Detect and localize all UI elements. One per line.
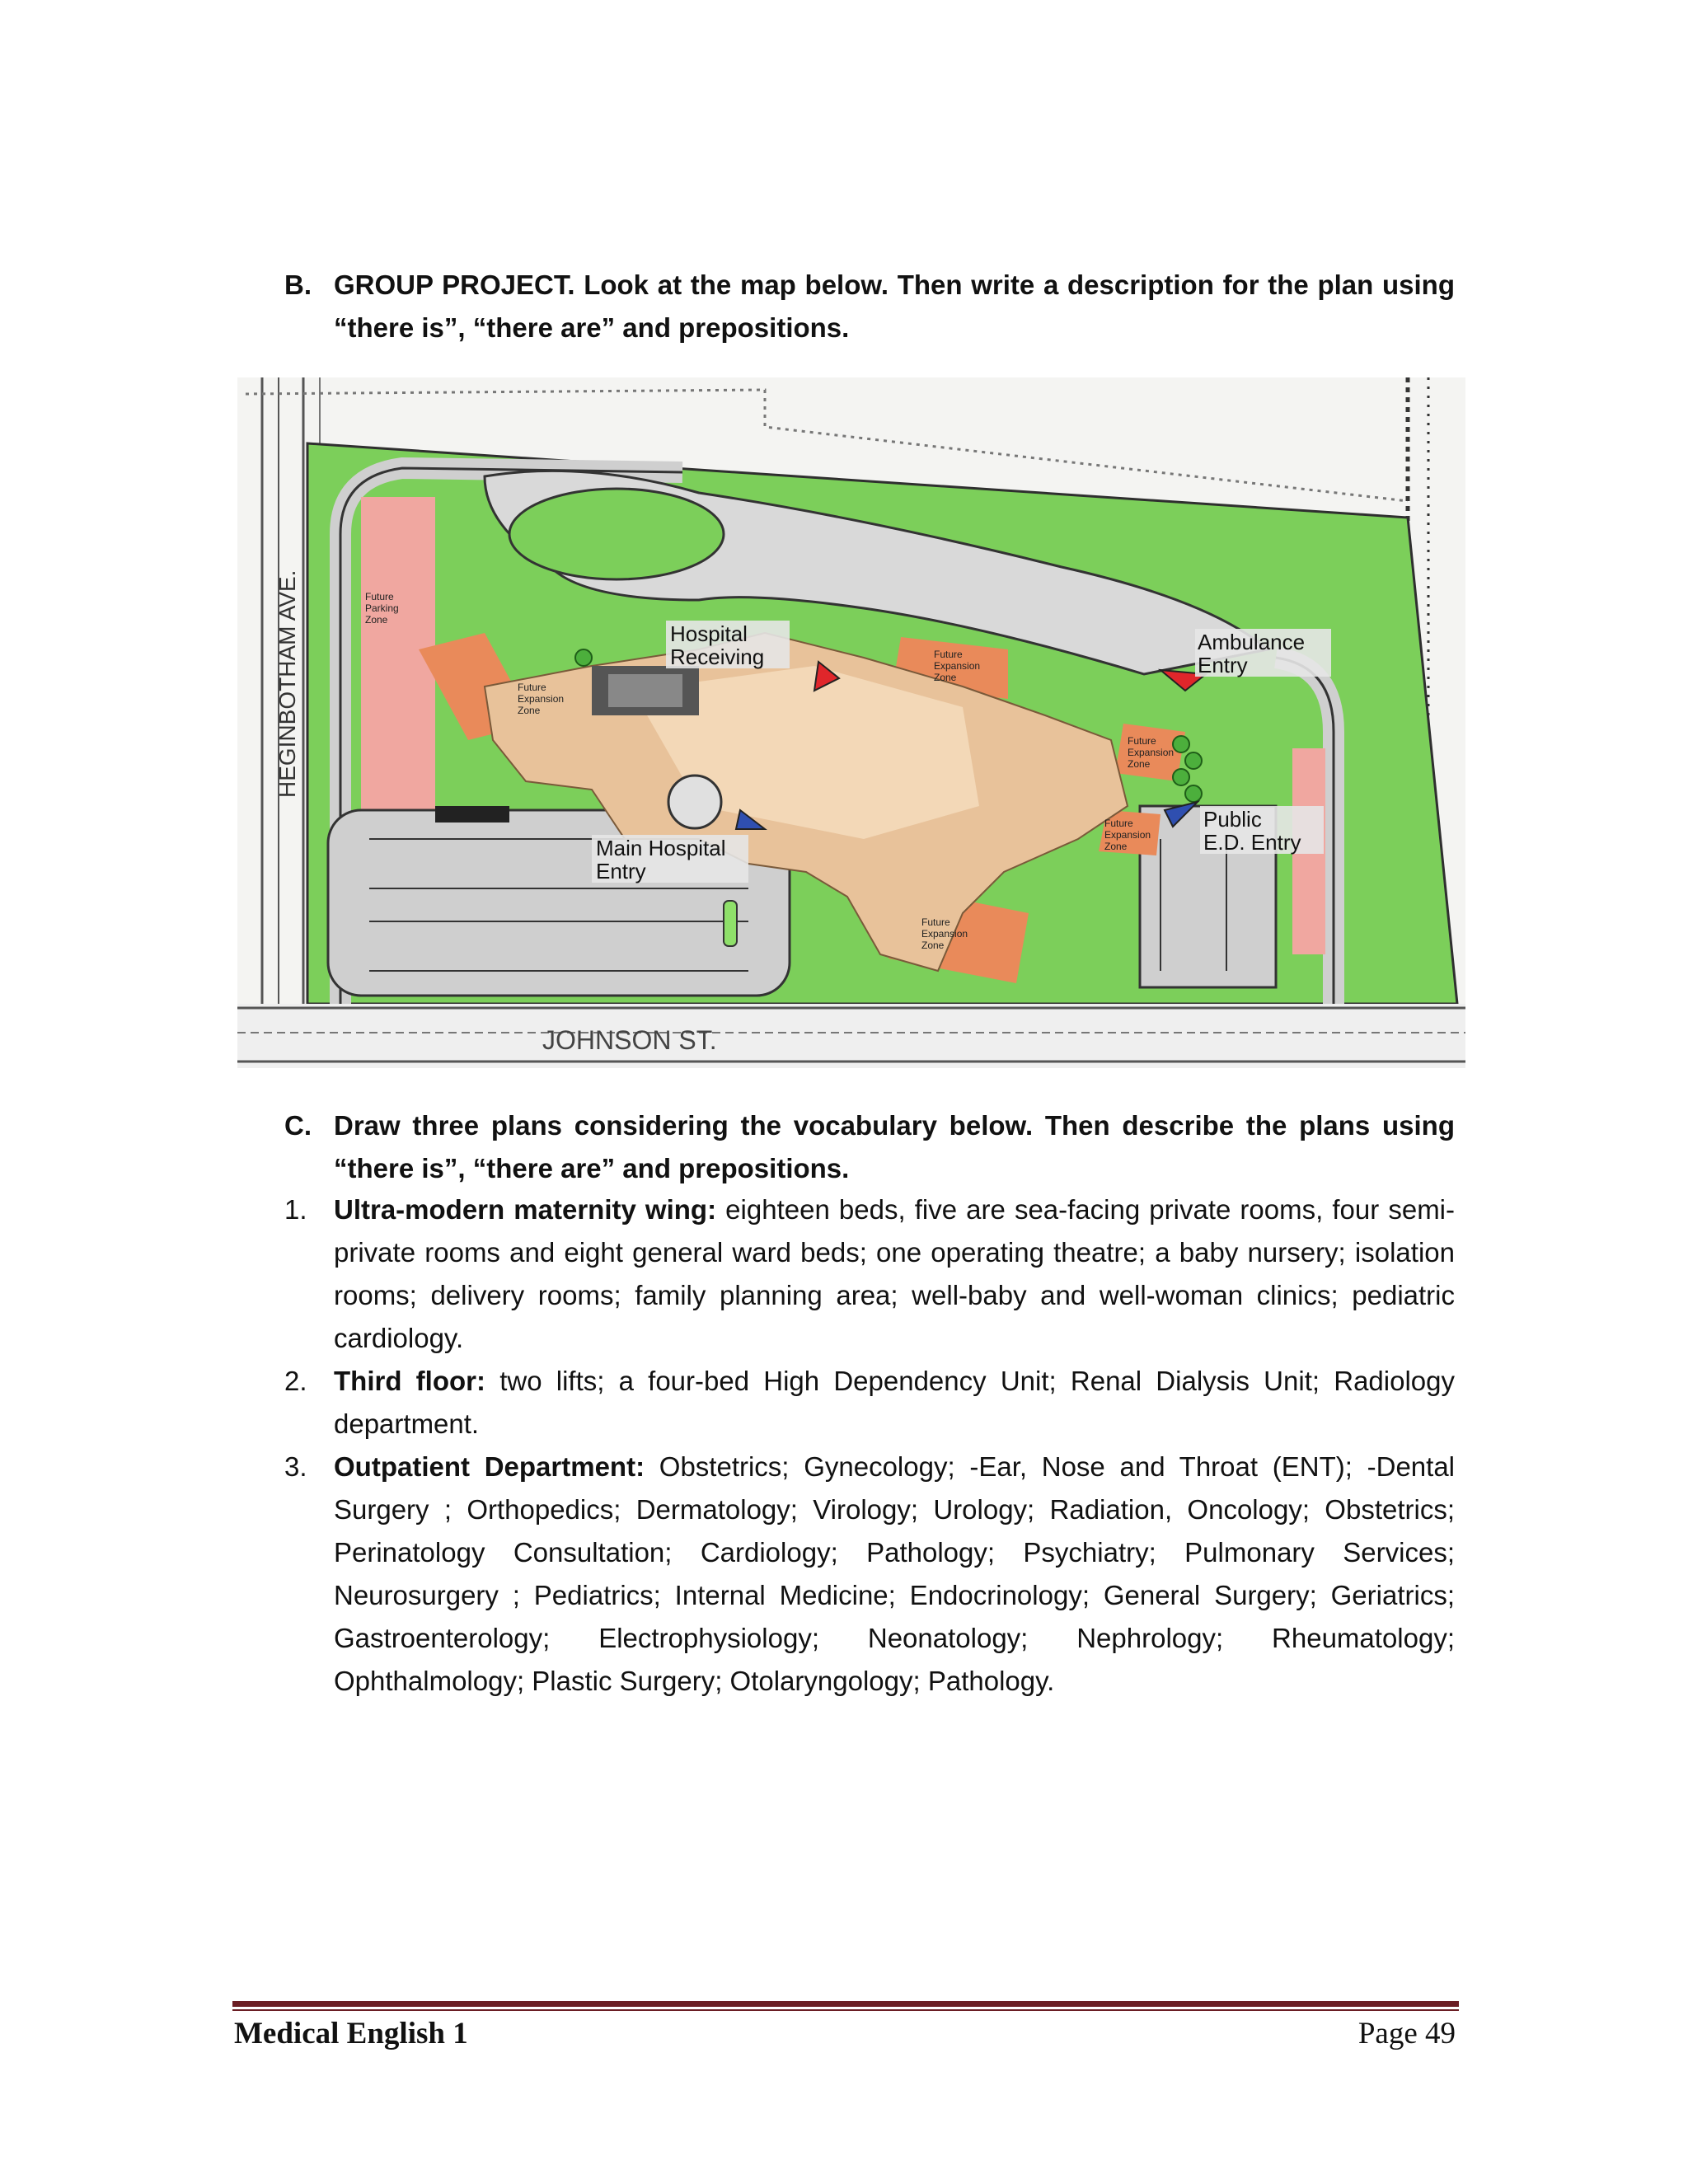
list-item-number: 2.: [284, 1366, 307, 1396]
street-label-johnson: JOHNSON ST.: [542, 1025, 717, 1055]
list-item-number: 3.: [284, 1451, 307, 1482]
expansion-zone-1-label-1: Future: [518, 682, 546, 693]
section-b-heading: [284, 264, 1455, 349]
expansion-zone-2-label-2: Expansion: [934, 660, 981, 672]
list-item-label: Third floor:: [334, 1366, 485, 1396]
section-c-instructions: Draw three plans considering the vocabulary below. Then describe the plans using “there is”, “there are” and prepositions.: [334, 1110, 1455, 1183]
list-item-number: 1.: [284, 1194, 307, 1225]
section-b-instructions: GROUP PROJECT. Look at the map below. Then write a description for the plan using “there is”, “there are” and prepositions.: [334, 269, 1455, 343]
expansion-zone-1-label-3: Zone: [518, 705, 541, 716]
hospital-receiving-label-2: Receiving: [670, 644, 765, 669]
list-item-text: eighteen beds, five are sea-facing private rooms, four semi-private rooms and eight general ward beds; one operating theatre; a baby nursery; isolation rooms; delivery rooms; family planning area; well-baby and well-woman clinics; pediatric cardiology.: [334, 1194, 1456, 1353]
list-item: [284, 1360, 1455, 1446]
list-item: [284, 1188, 1455, 1360]
ambulance-entry-label-2: Entry: [1198, 653, 1248, 677]
expansion-zone-2-label-1: Future: [934, 649, 963, 660]
expansion-zone-5-label-1: Future: [921, 916, 950, 928]
list-item: [284, 1446, 1455, 1703]
expansion-zone-3-label-1: Future: [1128, 735, 1156, 747]
section-b-letter: B.: [284, 269, 312, 300]
list-item-label: Outpatient Department:: [334, 1451, 645, 1482]
expansion-zone-4-label-2: Expansion: [1104, 829, 1151, 841]
hospital-receiving-label-1: Hospital: [670, 621, 748, 646]
main-entry-label-1: Main Hospital: [596, 836, 726, 860]
vocabulary-list: [284, 1188, 1455, 1703]
section-c-letter: C.: [284, 1110, 312, 1141]
footer-rule-thin: [232, 2009, 1459, 2011]
expansion-zone-4-label-3: Zone: [1104, 841, 1128, 852]
street-label-heginbotham: HEGINBOTHAM AVE.: [274, 569, 300, 798]
expansion-zone-3-label-2: Expansion: [1128, 747, 1175, 758]
parking-zone-label-1: Future: [365, 591, 394, 602]
list-item-text: two lifts; a four-bed High Dependency Unit; Renal Dialysis Unit; Radiology department.: [334, 1366, 1455, 1439]
expansion-zone-2-label-3: Zone: [934, 672, 957, 683]
public-ed-label-1: Public: [1203, 807, 1262, 832]
expansion-zone-5-label-3: Zone: [921, 940, 945, 951]
footer-rule-thick: [232, 2001, 1459, 2007]
expansion-zone-1-label-2: Expansion: [518, 693, 565, 705]
public-ed-label-2: E.D. Entry: [1203, 830, 1301, 855]
main-entry-label-2: Entry: [596, 859, 646, 883]
expansion-zone-4-label-1: Future: [1104, 818, 1133, 829]
page-number: Page 49: [1357, 2017, 1456, 2050]
section-c-heading: [284, 1104, 1455, 1190]
list-item-label: Ultra-modern maternity wing:: [334, 1194, 717, 1225]
hospital-site-map: [237, 377, 1465, 1068]
ambulance-entry-label-1: Ambulance: [1198, 630, 1306, 654]
footer-title: Medical English 1: [234, 2017, 468, 2050]
expansion-zone-5-label-2: Expansion: [921, 928, 968, 940]
parking-zone-label-2: Parking: [365, 602, 399, 614]
expansion-zone-3-label-3: Zone: [1128, 758, 1151, 770]
parking-zone-label-3: Zone: [365, 614, 388, 626]
list-item-text: Obstetrics; Gynecology; -Ear, Nose and Throat (ENT); -Dental Surgery ; Orthopedics; Dermatology; Virology; Urology; Radiation, Oncology; Obstetrics; Perinatology Consultation; Cardiology; Pathology; Psychiatry; Pulmonary Services; Neurosurgery ; Pediatrics; Internal Medicine; Endocrinology; General Surgery; Geriatrics; Gastroenterology; Electrophysiology; Neonatology; Nephrology; Rheumatology; Ophthalmology; Plastic Surgery; Otolaryngology; Pathology.: [334, 1451, 1455, 1696]
